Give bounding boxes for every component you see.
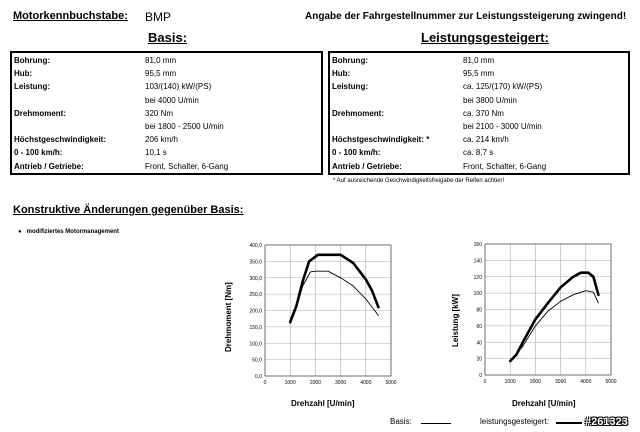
torque-chart [215, 236, 405, 396]
basis-row-label: Drehmoment: [14, 108, 67, 118]
x-tick-label: 4000 [360, 380, 372, 386]
basis-row-value: 95,5 mm [145, 69, 177, 79]
x-tick-label: 3000 [335, 380, 347, 386]
engine-code-value: BMP [145, 10, 172, 24]
basis-row-value: Front, Schalter, 6-Gang [145, 161, 229, 171]
torque-xlabel: Drehzahl [U/min] [291, 399, 355, 408]
legend-tuned-label: leistungsgesteigert: [480, 417, 549, 426]
tuned-row-label: Antrieb / Getriebe: [332, 161, 402, 171]
change-item-label: modifiziertes Motormanagement [26, 229, 119, 235]
tuned-row-value: ca. 125/(170) kW/(PS) [463, 82, 543, 92]
y-tick-label: 200,0 [249, 308, 262, 315]
tuned-title: Leistungsgesteigert: [421, 30, 549, 45]
bullet-icon: ● [18, 229, 27, 235]
y-tick-label: 20 [476, 356, 482, 363]
series-line-tuned [290, 255, 378, 322]
legend-basis-label: Basis: [390, 417, 412, 426]
tuned-row-label: 0 - 100 km/h: [332, 148, 381, 158]
y-tick-label: 50,0 [252, 357, 262, 364]
tuned-row-value: bei 2100 - 3000 U/min [463, 122, 542, 131]
legend-tuned [480, 417, 549, 426]
basis-row-label: Antrieb / Getriebe: [14, 161, 84, 171]
y-tick-label: 250,0 [249, 292, 262, 299]
power-chart [455, 236, 625, 396]
y-tick-label: 80 [476, 307, 482, 314]
x-tick-label: 2000 [529, 379, 541, 385]
basis-row-label: Hub: [14, 69, 33, 79]
y-tick-label: 300,0 [249, 275, 262, 282]
vin-notice: Angabe der Fahrgestellnummer zur Leistungssteigerung zwingend! [305, 11, 627, 22]
power-xlabel: Drehzahl [U/min] [512, 399, 576, 408]
series-line-tuned [510, 273, 598, 361]
tuned-row-label: Hub: [332, 69, 351, 79]
tuned-row-value: ca. 214 km/h [463, 135, 509, 145]
tuned-row-value: 81,0 mm [463, 56, 495, 65]
change-item [18, 229, 119, 235]
basis-row-value: 103/(140) kW/(PS) [145, 82, 212, 92]
reference-number: #261323 [585, 416, 628, 428]
tuned-row-value: Front, Schalter, 6-Gang [463, 161, 547, 171]
x-tick-label: 1000 [504, 379, 516, 385]
legend-tuned-line [556, 422, 582, 424]
y-tick-label: 60 [476, 323, 482, 330]
basis-row-label: Bohrung: [14, 56, 50, 65]
y-tick-label: 150,0 [249, 324, 262, 331]
tuned-row-label: Bohrung: [332, 56, 368, 65]
x-tick-label: 3000 [555, 379, 567, 385]
y-tick-label: 160 [473, 242, 482, 248]
tire-footnote: * Auf ausreichende Geschwindigkeitsfreigabe der Reifen achten! [333, 178, 505, 184]
tuned-row-value: 95,5 mm [463, 69, 495, 79]
basis-row-label: Leistung: [14, 82, 50, 92]
tuned-row-value: ca. 8,7 s [463, 148, 494, 158]
tuned-row-label: Leistung: [332, 82, 368, 92]
basis-row-value: bei 1800 - 2500 U/min [145, 122, 224, 131]
changes-title: Konstruktive Änderungen gegenüber Basis: [13, 204, 244, 216]
basis-row-value: 10,1 s [145, 148, 167, 158]
basis-row-value: 320 Nm [145, 108, 174, 118]
y-tick-label: 100 [473, 291, 482, 298]
torque-ylabel: Drehmoment [Nm] [224, 282, 233, 352]
legend-basis-line [421, 423, 451, 424]
y-tick-label: 40 [476, 340, 482, 347]
basis-row-value: 206 km/h [145, 135, 178, 145]
basis-row-value: bei 4000 U/min [145, 95, 199, 105]
x-tick-label: 0 [263, 380, 267, 386]
basis-row-label: Höchstgeschwindigkeit: [14, 135, 107, 145]
basis-row-value: 81,0 mm [145, 56, 177, 65]
tuned-row-label: Drehmoment: [332, 108, 385, 118]
x-tick-label: 0 [483, 379, 487, 385]
x-tick-label: 2000 [309, 380, 321, 386]
y-tick-label: 350,0 [249, 259, 262, 266]
power-ylabel: Leistung [kW] [451, 294, 460, 347]
x-tick-label: 4000 [580, 379, 592, 385]
tuned-row-value: bei 3800 U/min [463, 95, 517, 105]
tuned-row-label: Höchstgeschwindigkeit: * [332, 135, 430, 145]
x-tick-label: 5000 [385, 380, 397, 386]
y-tick-label: 0 [479, 373, 482, 379]
basis-title: Basis: [148, 30, 188, 45]
basis-row-label: 0 - 100 km/h: [14, 148, 63, 158]
x-tick-label: 1000 [284, 380, 296, 386]
legend-basis [390, 417, 412, 426]
tuned-row-value: ca. 370 Nm [463, 108, 504, 118]
engine-code-label: Motorkennbuchstabe: [13, 10, 128, 22]
y-tick-label: 100,0 [249, 341, 262, 348]
y-tick-label: 140 [473, 258, 482, 265]
x-tick-label: 5000 [605, 379, 617, 385]
y-tick-label: 120 [473, 274, 482, 281]
y-tick-label: 400,0 [249, 243, 262, 249]
y-tick-label: 0,0 [255, 374, 262, 380]
